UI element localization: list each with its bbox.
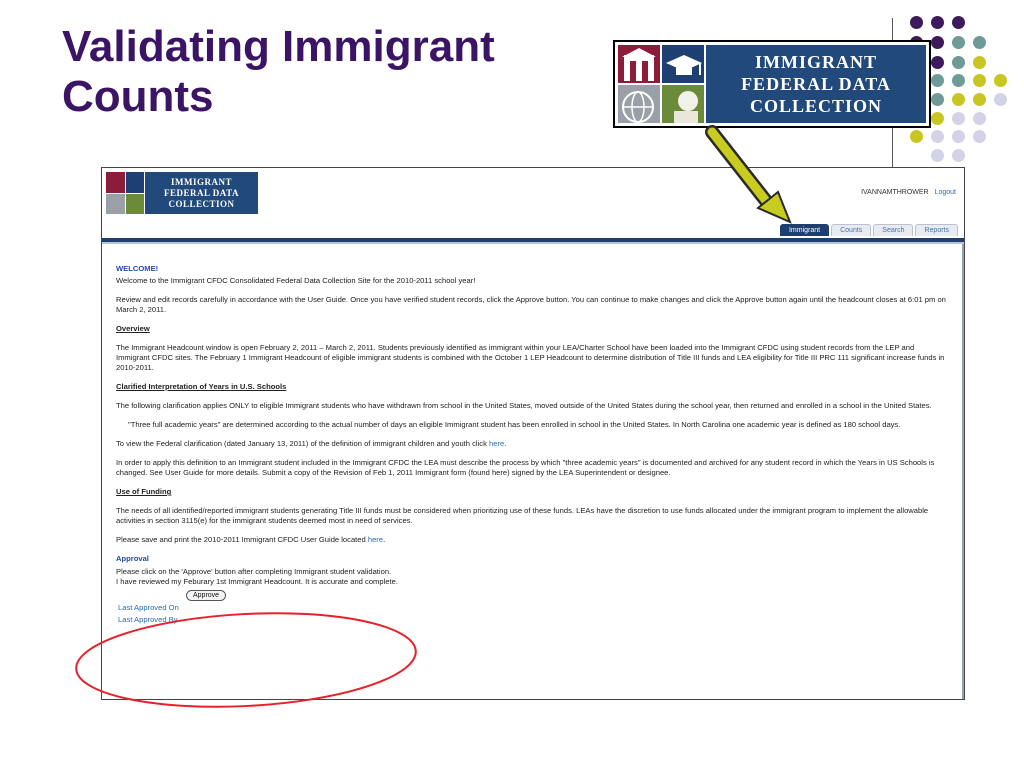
- last-approved-by: Last Approved By: [118, 615, 178, 624]
- decorative-dot: [931, 74, 944, 87]
- tab-immigrant[interactable]: Immigrant: [780, 224, 829, 236]
- user-guide-text: Please save and print the 2010-2011 Immigrant CFDC User Guide located here.: [116, 535, 386, 544]
- decorative-dot: [952, 16, 965, 29]
- clarified-heading: Clarified Interpretation of Years in U.S. Schools: [116, 382, 287, 391]
- approval-heading: Approval: [116, 554, 149, 563]
- username: IVANNAMTHROWER: [861, 189, 929, 196]
- logo-tiles: [618, 45, 704, 123]
- graduation-cap-icon: [662, 45, 704, 83]
- immigrant-cfdc-logo-large: [613, 40, 931, 128]
- tab-reports[interactable]: Reports: [915, 224, 958, 236]
- apply-definition-text: In order to apply this definition to an Immigrant student included in the Immigrant CFDC the LEA must describe the process by which "three academic years" is documented and archived for any student record in which the Years in US Schools is changed. See User Guide for more details. Submit a copy of the Revision of Feb 1, 2011 Immigrant form (found here) signed by the LEA Superintendent or designee.: [116, 458, 935, 477]
- user-area: [861, 189, 956, 196]
- logo-line-3: COLLECTION: [749, 96, 883, 116]
- decorative-dot: [952, 56, 965, 69]
- decorative-dot: [931, 36, 944, 49]
- decorative-dot: [973, 74, 986, 87]
- globe-icon: [618, 85, 660, 123]
- approval-statement: I have reviewed my Feburary 1st Immigrant Headcount. It is accurate and complete.: [116, 577, 398, 586]
- welcome-heading: WELCOME!: [116, 264, 159, 273]
- logo-tiles-small: [106, 172, 144, 214]
- app-screenshot: [101, 167, 965, 700]
- decorative-dot: [973, 130, 986, 143]
- funding-heading: Use of Funding: [116, 487, 172, 496]
- page-content: [102, 244, 964, 700]
- graduation-cap-icon: [126, 172, 145, 193]
- decorative-dot: [931, 56, 944, 69]
- main-tabs: [778, 224, 958, 236]
- logout-link[interactable]: Logout: [934, 189, 956, 196]
- federal-clarification-prefix: To view the Federal clarification (dated January 13, 2011) of the definition of immigrant children and youth click: [116, 439, 489, 448]
- decorative-dot: [931, 16, 944, 29]
- decorative-dot: [973, 56, 986, 69]
- review-text: Review and edit records carefully in accordance with the User Guide. Once you have verified student records, click the Approve button. You can continue to make changes and click the Approve button again until the headcount closes at 6:01 pm on March 2, 2011.: [116, 295, 946, 314]
- user-guide-link[interactable]: here: [367, 535, 384, 544]
- immigrant-cfdc-logo-small: [106, 172, 258, 214]
- decorative-dot: [931, 130, 944, 143]
- logo-line-1: IMMIGRANT: [171, 176, 232, 187]
- tab-counts[interactable]: Counts: [831, 224, 871, 236]
- slide-title-line-2: Counts: [62, 72, 214, 121]
- clarified-text: The following clarification applies ONLY to eligible Immigrant students who have withdrawn from school in the United States, moved outside of the United States during the school year, then returned and enrolled in a school in the United States.: [116, 401, 932, 410]
- intro-text: Welcome to the Immigrant CFDC Consolidated Federal Data Collection Site for the 2010-2011 school year!: [116, 276, 476, 285]
- decorative-dot: [910, 16, 923, 29]
- school-building-icon: [106, 172, 125, 193]
- app-header: [102, 168, 964, 238]
- slide-title-line-1: Validating Immigrant: [62, 22, 495, 71]
- approval-section: [116, 567, 948, 625]
- student-icon: [662, 85, 704, 123]
- academic-years-quote: "Three full academic years" are determined according to the actual number of days an eligible Immigrant student has been enrolled in school in the United States. In North Carolina one academic year is defined as 180 school days.: [128, 420, 901, 429]
- decorative-dot: [973, 93, 986, 106]
- decorative-dot: [973, 112, 986, 125]
- decorative-dot: [952, 36, 965, 49]
- last-approved-on: Last Approved On: [118, 603, 179, 612]
- globe-icon: [106, 194, 125, 215]
- decorative-dot: [931, 93, 944, 106]
- school-building-icon: [618, 45, 660, 83]
- decorative-dot: [952, 112, 965, 125]
- decorative-dot: [973, 36, 986, 49]
- decorative-dot: [994, 74, 1007, 87]
- decorative-dot: [952, 74, 965, 87]
- logo-line-1: IMMIGRANT: [755, 52, 877, 72]
- approve-button[interactable]: Approve: [186, 590, 226, 601]
- decorative-dot: [994, 93, 1007, 106]
- user-guide-prefix: Please save and print the 2010-2011 Immigrant CFDC User Guide located: [116, 535, 368, 544]
- logo-line-3: COLLECTION: [168, 198, 235, 209]
- decorative-dot: [931, 112, 944, 125]
- decorative-dot: [952, 130, 965, 143]
- decorative-dot: [952, 149, 965, 162]
- approval-instruction: Please click on the 'Approve' button after completing Immigrant student validation.: [116, 567, 392, 576]
- overview-text: The Immigrant Headcount window is open February 2, 2011 – March 2, 2011. Students previously identified as immigrant within your LEA/Charter School have been loaded into the Immigrant CFDC using student records from the LEP and Immigrant CFDC sites. The February 1 Immigrant Headcount of eligible immigrant students is combined with the October 1 LEP Headcount to determine distribution of Title III funds and LEA eligibility for Title III PRC 111 significant increase funds in 2010-2011.: [116, 343, 945, 372]
- funding-text: The needs of all identified/reported immigrant students generating Title III funds must be considered when prioritizing use of these funds. LEAs have the discretion to use funds allocated under the immigrant program to implement the allowable activities in section 3115(e) for the immigrant students deemed most in need of services.: [116, 506, 929, 525]
- federal-clarification-link[interactable]: here: [489, 439, 505, 448]
- decorative-dot: [931, 149, 944, 162]
- logo-text: [706, 45, 926, 123]
- logo-line-2: FEDERAL DATA: [741, 74, 891, 94]
- student-icon: [126, 194, 145, 215]
- decorative-dot: [952, 93, 965, 106]
- logo-line-2: FEDERAL DATA: [164, 187, 239, 198]
- decorative-dot: [910, 130, 923, 143]
- federal-clarification-text: To view the Federal clarification (dated January 13, 2011) of the definition of immigrant children and youth click here.: [116, 439, 507, 448]
- logo-text-small: [145, 172, 258, 214]
- overview-heading: Overview: [116, 324, 150, 333]
- tab-search[interactable]: Search: [873, 224, 913, 236]
- slide-title: [62, 22, 495, 122]
